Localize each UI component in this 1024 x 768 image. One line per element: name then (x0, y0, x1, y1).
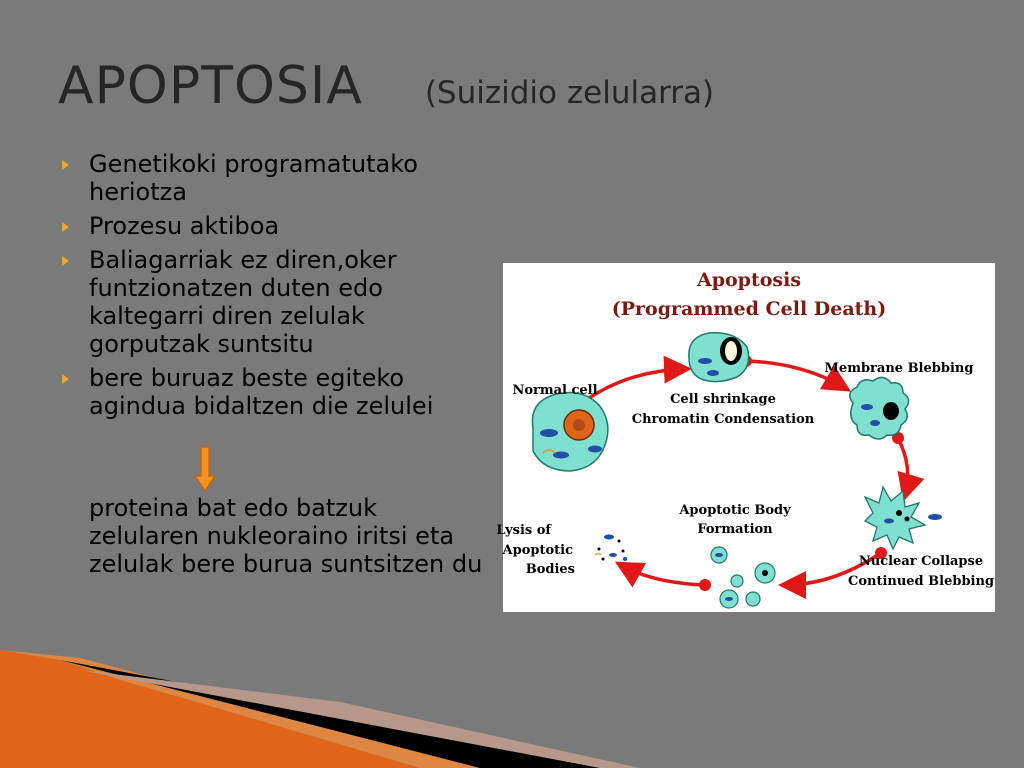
label-formation: Formation (697, 522, 773, 537)
label-normal-cell: Normal cell (512, 383, 598, 398)
blebbing-cell-icon (850, 377, 909, 439)
label-bodies: Bodies (525, 562, 575, 577)
lysis-fragments-icon (595, 535, 627, 562)
triangle-bullet-icon (62, 374, 69, 384)
label-cell-shrinkage: Cell shrinkage (670, 392, 776, 407)
continuation-text: proteina bat edo batzuk zelularen nukleoraino iritsi eta zelulak bere burua suntsitzen du (89, 494, 483, 578)
label-membrane-blebbing: Membrane Blebbing (824, 361, 974, 376)
title-main: APOPTOSIA (58, 56, 363, 116)
diagram-title: Apoptosis (696, 269, 802, 291)
bullet-item: bere buruaz beste egiteko agindua bidaltzen die zelulei (62, 364, 492, 420)
bullet-item: Baliagarriak ez diren,oker funtzionatzen duten edo kaltegarri diren zelulak gorputzak suntsitu (62, 246, 492, 358)
apoptosis-diagram (496, 263, 995, 612)
label-apoptotic-body: Apoptotic Body (679, 503, 791, 518)
collapse-cell-icon (865, 487, 942, 549)
down-arrow-icon (194, 446, 216, 492)
triangle-bullet-icon (62, 160, 69, 170)
label-chromatin-condensation: Chromatin Condensation (631, 412, 815, 427)
bullet-item: Prozesu aktiboa (62, 212, 492, 240)
title-subtitle: (Suizidio zelularra) (424, 75, 715, 111)
label-nuclear-collapse: Nuclear Collapse (858, 554, 984, 569)
label-continued-blebbing: Continued Blebbing (847, 574, 995, 589)
apoptotic-bodies-icon (711, 547, 775, 608)
label-apoptotic: Apoptotic (502, 543, 573, 558)
bullet-list (62, 150, 492, 426)
shrinking-cell-icon (689, 333, 749, 382)
label-lysis-of: Lysis of (496, 523, 551, 538)
triangle-bullet-icon (62, 222, 69, 232)
slide-title (58, 56, 714, 116)
triangle-bullet-icon (62, 256, 69, 266)
diagram-subtitle: (Programmed Cell Death) (611, 298, 887, 320)
bullet-item: Genetikoki programatutako heriotza (62, 150, 492, 206)
normal-cell-icon (532, 393, 607, 471)
